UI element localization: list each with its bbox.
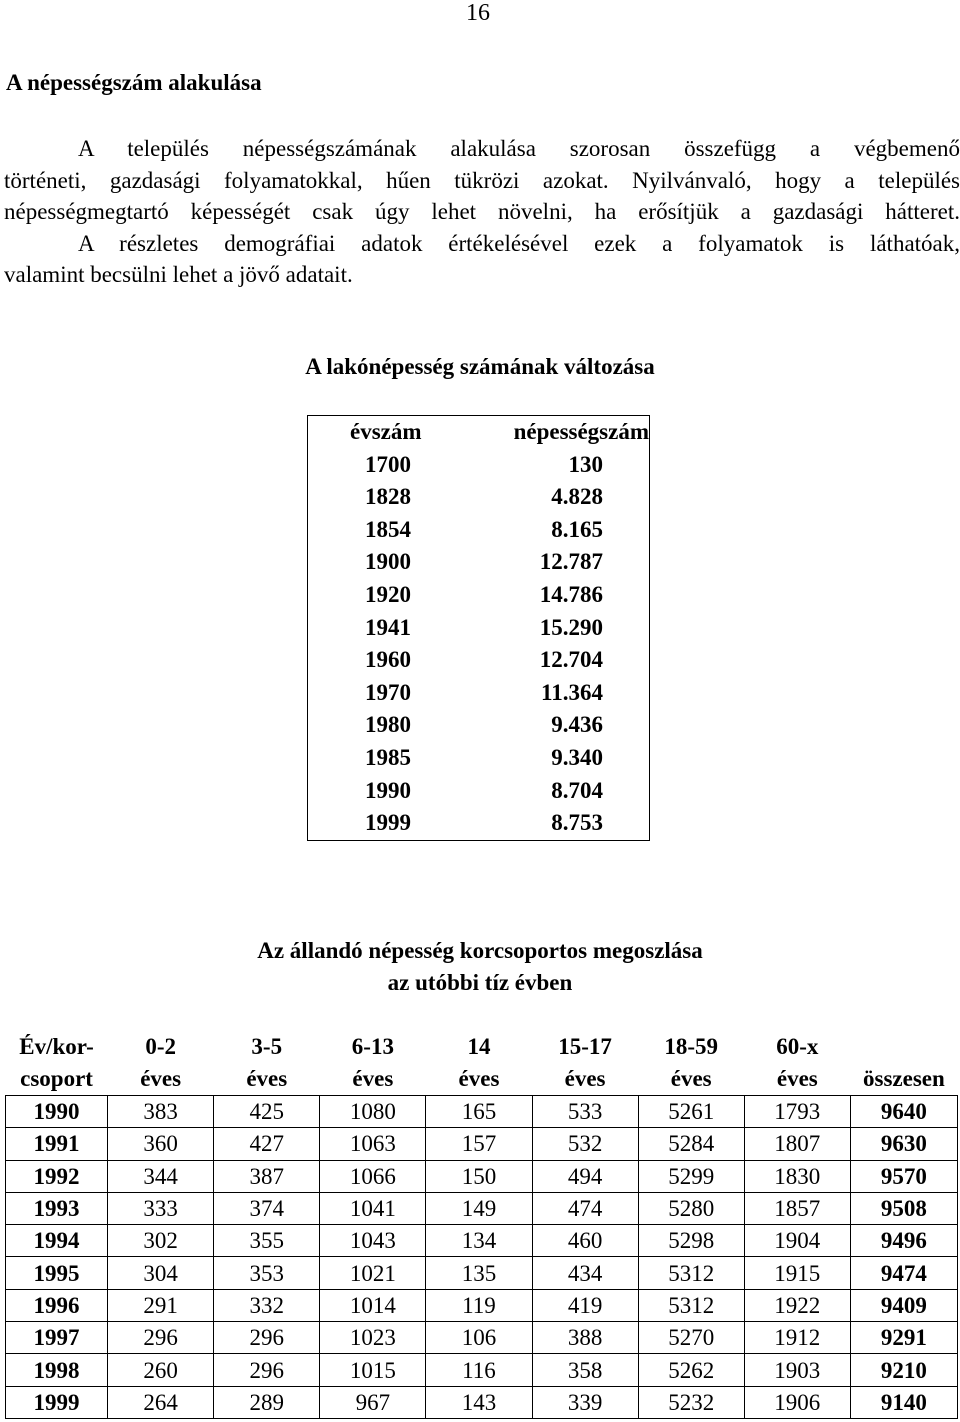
value-cell: 1015 <box>320 1354 426 1386</box>
year-cell: 1998 <box>6 1354 108 1386</box>
paragraph-line: valamint becsülni lehet a jövő adatait. <box>4 262 353 287</box>
population-cell: 8.704 <box>551 777 603 803</box>
population-table-title: A lakónépesség számának változása <box>305 354 655 379</box>
value-cell: 134 <box>426 1225 532 1257</box>
population-cell: 8.165 <box>551 516 603 542</box>
column-header-line1: 14 <box>467 1034 491 1059</box>
value-cell: 1793 <box>744 1096 850 1128</box>
column-header <box>214 1031 320 1096</box>
value-cell: 5312 <box>638 1289 744 1321</box>
value-cell: 143 <box>426 1386 532 1418</box>
value-cell: 1922 <box>744 1289 850 1321</box>
population-cell: 8.753 <box>551 810 603 836</box>
value-cell: 1014 <box>320 1289 426 1321</box>
value-cell: 119 <box>426 1289 532 1321</box>
column-header-population: népességszám <box>513 419 649 444</box>
value-cell: 1066 <box>320 1160 426 1192</box>
population-table-body <box>308 449 650 841</box>
column-header-line2: éves <box>670 1066 712 1091</box>
column-header <box>744 1031 850 1096</box>
paragraph-line: népességmegtartó képességét csak úgy lehet növelni, ha erősítjük a gazdasági hátteret. <box>4 199 960 224</box>
value-cell: 419 <box>532 1289 638 1321</box>
column-header-line1: 60-x <box>776 1034 819 1059</box>
column-header-line2: éves <box>458 1066 500 1091</box>
table-row <box>308 775 650 808</box>
age-table-title <box>0 935 960 999</box>
year-cell: 1700 <box>365 451 411 477</box>
column-header <box>108 1031 214 1096</box>
value-cell: 355 <box>214 1225 320 1257</box>
column-header-line1: 18-59 <box>664 1034 719 1059</box>
table-row <box>6 1354 958 1386</box>
age-table-title-line2: az utóbbi tíz évben <box>387 970 573 995</box>
value-cell: 5298 <box>638 1225 744 1257</box>
population-table-header <box>308 416 650 449</box>
population-cell: 12.704 <box>539 647 603 673</box>
column-header <box>320 1031 426 1096</box>
year-cell: 1993 <box>6 1192 108 1224</box>
page-number: 16 <box>466 0 490 26</box>
value-cell: 1023 <box>320 1322 426 1354</box>
year-cell: 1999 <box>6 1386 108 1418</box>
value-cell: 374 <box>214 1192 320 1224</box>
value-cell: 427 <box>214 1128 320 1160</box>
value-cell: 5262 <box>638 1354 744 1386</box>
value-cell: 344 <box>108 1160 214 1192</box>
total-cell: 9474 <box>850 1257 957 1289</box>
value-cell: 1021 <box>320 1257 426 1289</box>
value-cell: 1912 <box>744 1322 850 1354</box>
value-cell: 5232 <box>638 1386 744 1418</box>
value-cell: 296 <box>108 1322 214 1354</box>
table-row <box>308 546 650 579</box>
column-header <box>6 1031 108 1096</box>
column-header-line2: éves <box>776 1066 818 1091</box>
value-cell: 5284 <box>638 1128 744 1160</box>
year-cell: 1980 <box>365 712 411 738</box>
population-cell: 14.786 <box>539 581 603 607</box>
year-cell: 1970 <box>365 679 411 705</box>
table-row <box>6 1160 958 1192</box>
population-cell: 12.787 <box>539 549 603 575</box>
section-heading: A népességszám alakulása <box>6 70 262 95</box>
year-cell: 1941 <box>365 614 411 640</box>
value-cell: 967 <box>320 1386 426 1418</box>
value-cell: 333 <box>108 1192 214 1224</box>
value-cell: 302 <box>108 1225 214 1257</box>
year-cell: 1994 <box>6 1225 108 1257</box>
year-cell: 1960 <box>365 647 411 673</box>
intro-paragraph <box>4 133 960 291</box>
total-cell: 9496 <box>850 1225 957 1257</box>
table-row <box>6 1257 958 1289</box>
value-cell: 135 <box>426 1257 532 1289</box>
table-row <box>6 1289 958 1321</box>
column-header-line2: éves <box>140 1066 182 1091</box>
table-row <box>308 709 650 742</box>
column-header <box>850 1031 957 1096</box>
value-cell: 494 <box>532 1160 638 1192</box>
value-cell: 360 <box>108 1128 214 1160</box>
value-cell: 5312 <box>638 1257 744 1289</box>
value-cell: 332 <box>214 1289 320 1321</box>
value-cell: 289 <box>214 1386 320 1418</box>
value-cell: 1903 <box>744 1354 850 1386</box>
value-cell: 5299 <box>638 1160 744 1192</box>
column-header-line2: éves <box>564 1066 606 1091</box>
column-header-line1: Év/kor- <box>19 1034 94 1059</box>
year-cell: 1828 <box>365 484 411 510</box>
year-cell: 1992 <box>6 1160 108 1192</box>
column-header <box>638 1031 744 1096</box>
column-header-line2: éves <box>352 1066 394 1091</box>
total-cell: 9291 <box>850 1322 957 1354</box>
year-cell: 1991 <box>6 1128 108 1160</box>
value-cell: 388 <box>532 1322 638 1354</box>
table-row <box>308 449 650 482</box>
paragraph-line: A település népességszámának alakulása szorosan összefügg a végbemenő <box>78 136 960 161</box>
total-cell: 9640 <box>850 1096 957 1128</box>
age-group-table <box>5 1031 958 1419</box>
value-cell: 460 <box>532 1225 638 1257</box>
value-cell: 387 <box>214 1160 320 1192</box>
table-row <box>6 1096 958 1128</box>
table-row <box>308 807 650 840</box>
value-cell: 425 <box>214 1096 320 1128</box>
year-cell: 1990 <box>365 777 411 803</box>
total-cell: 9409 <box>850 1289 957 1321</box>
table-row <box>6 1128 958 1160</box>
value-cell: 358 <box>532 1354 638 1386</box>
table-row <box>308 514 650 547</box>
total-cell: 9210 <box>850 1354 957 1386</box>
table-row <box>308 644 650 677</box>
table-row <box>6 1322 958 1354</box>
table-row <box>6 1225 958 1257</box>
value-cell: 296 <box>214 1322 320 1354</box>
value-cell: 5261 <box>638 1096 744 1128</box>
year-cell: 1854 <box>365 516 411 542</box>
value-cell: 260 <box>108 1354 214 1386</box>
population-cell: 4.828 <box>551 484 603 510</box>
value-cell: 532 <box>532 1128 638 1160</box>
column-header-line1: 6-13 <box>351 1034 394 1059</box>
table-row <box>308 579 650 612</box>
age-table-header <box>6 1031 958 1096</box>
year-cell: 1985 <box>365 744 411 770</box>
value-cell: 106 <box>426 1322 532 1354</box>
total-cell: 9570 <box>850 1160 957 1192</box>
table-row <box>308 481 650 514</box>
column-header-year: évszám <box>350 419 422 444</box>
value-cell: 264 <box>108 1386 214 1418</box>
value-cell: 1906 <box>744 1386 850 1418</box>
year-cell: 1997 <box>6 1322 108 1354</box>
value-cell: 353 <box>214 1257 320 1289</box>
age-table-title-line1: Az állandó népesség korcsoportos megoszlása <box>257 938 703 963</box>
population-table <box>307 415 650 841</box>
column-header-line1 <box>850 1031 957 1063</box>
value-cell: 1830 <box>744 1160 850 1192</box>
total-cell: 9508 <box>850 1192 957 1224</box>
total-cell: 9140 <box>850 1386 957 1418</box>
value-cell: 157 <box>426 1128 532 1160</box>
value-cell: 149 <box>426 1192 532 1224</box>
value-cell: 165 <box>426 1096 532 1128</box>
value-cell: 304 <box>108 1257 214 1289</box>
table-row <box>6 1192 958 1224</box>
column-header <box>532 1031 638 1096</box>
value-cell: 533 <box>532 1096 638 1128</box>
year-cell: 1900 <box>365 549 411 575</box>
value-cell: 1904 <box>744 1225 850 1257</box>
value-cell: 1063 <box>320 1128 426 1160</box>
age-table-body <box>6 1096 958 1419</box>
value-cell: 291 <box>108 1289 214 1321</box>
value-cell: 150 <box>426 1160 532 1192</box>
value-cell: 1080 <box>320 1096 426 1128</box>
year-cell: 1920 <box>365 581 411 607</box>
column-header-line2: összesen <box>863 1066 945 1091</box>
column-header-line2: csoport <box>20 1066 93 1091</box>
column-header-line1: 0-2 <box>145 1034 176 1059</box>
value-cell: 383 <box>108 1096 214 1128</box>
column-header <box>426 1031 532 1096</box>
year-cell: 1995 <box>6 1257 108 1289</box>
value-cell: 296 <box>214 1354 320 1386</box>
value-cell: 5270 <box>638 1322 744 1354</box>
year-cell: 1996 <box>6 1289 108 1321</box>
table-row <box>308 677 650 710</box>
value-cell: 116 <box>426 1354 532 1386</box>
year-cell: 1999 <box>365 810 411 836</box>
population-cell: 15.290 <box>539 614 603 640</box>
value-cell: 1041 <box>320 1192 426 1224</box>
year-cell: 1990 <box>6 1096 108 1128</box>
value-cell: 1043 <box>320 1225 426 1257</box>
population-cell: 9.340 <box>551 744 603 770</box>
value-cell: 434 <box>532 1257 638 1289</box>
population-cell: 9.436 <box>551 712 603 738</box>
total-cell: 9630 <box>850 1128 957 1160</box>
value-cell: 1807 <box>744 1128 850 1160</box>
table-row <box>308 742 650 775</box>
value-cell: 1915 <box>744 1257 850 1289</box>
population-cell: 130 <box>568 451 603 477</box>
value-cell: 339 <box>532 1386 638 1418</box>
paragraph-line: A részletes demográfiai adatok értékelésével ezek a folyamatok is láthatóak, <box>78 230 960 256</box>
table-row <box>6 1386 958 1418</box>
value-cell: 474 <box>532 1192 638 1224</box>
value-cell: 1857 <box>744 1192 850 1224</box>
paragraph-line: történeti, gazdasági folyamatokkal, hűen tükrözi azokat. Nyilvánvaló, hogy a település <box>4 167 960 193</box>
column-header-line1: 3-5 <box>251 1034 283 1059</box>
population-cell: 11.364 <box>541 679 603 705</box>
column-header-line1: 15-17 <box>558 1034 612 1059</box>
table-row <box>308 612 650 645</box>
column-header-line2: éves <box>246 1066 288 1091</box>
header-row <box>6 1031 958 1096</box>
value-cell: 5280 <box>638 1192 744 1224</box>
